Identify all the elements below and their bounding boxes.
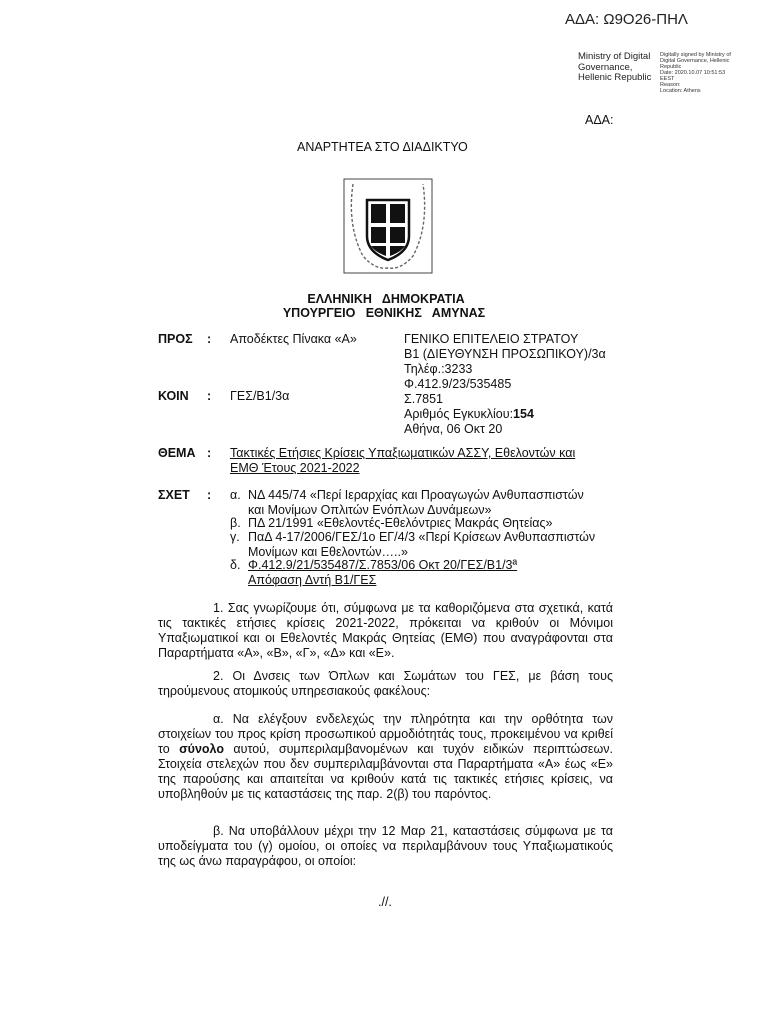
subject-text [230, 446, 630, 476]
signer-name [578, 52, 658, 84]
subject-line: Τακτικές Ετήσιες Κρίσεις Υπαξιωματικών ΑΣΣΥ, Εθελοντών και [230, 446, 576, 460]
reference-letter: α. [230, 488, 241, 502]
pros-value: Αποδέκτες Πίνακα «Α» [230, 332, 357, 346]
org-line-1: ΕΛΛΗΝΙΚΗ ΔΗΜΟΚΡΑΤΙΑ [307, 292, 465, 306]
reference-line: και Μονίμων Οπλιτών Ενόπλων Δυνάμεων» [248, 503, 492, 517]
sender-line: Β1 (ΔΙΕΥΘΥΝΣΗ ΠΡΟΣΩΠΙΚΟΥ)/3α [404, 347, 606, 361]
subject-line: ΕΜΘ Έτους 2021-2022 [230, 461, 360, 475]
koin-value: ΓΕΣ/Β1/3α [230, 389, 290, 403]
post-online-notice: ΑΝΑΡΤΗΤΕΑ ΣΤΟ ΔΙΑΔΙΚΤΥΟ [297, 140, 468, 154]
reference-letter: δ. [230, 558, 241, 572]
reference-line: ΝΔ 445/74 «Περί Ιεραρχίας και Προαγωγών Ανθυπασπιστών [248, 488, 584, 502]
page-continuation-mark: .//. [378, 895, 392, 909]
sig-line: Reason: [660, 82, 681, 88]
sender-block [404, 332, 634, 437]
paragraph-2a-text: α. Να ελέγξουν ενδελεχώς την πληρότητα και την ορθότητα των στοιχείων του προς κρίση προσωπικού αρμοδιότητάς τους, προκειμένου να κριθεί το [158, 712, 613, 756]
reference-line: ΠαΔ 4-17/2006/ΓΕΣ/1ο ΕΓ/4/3 «Περί Κρίσεων Ανθυπασπιστών [248, 530, 596, 544]
reference-line: Απόφαση Δντή Β1/ΓΕΣ [248, 573, 377, 587]
pros-label: ΠΡΟΣ [158, 332, 193, 346]
document-date: Αθήνα, 06 Οκτ 20 [404, 422, 503, 436]
paragraph-2a [158, 712, 613, 802]
ada-top: ΑΔΑ: Ω9Ο26-ΠΗΛ [565, 11, 688, 28]
greek-coat-of-arms-emblem [343, 178, 433, 274]
references-label: ΣΧΕΤ [158, 488, 190, 502]
subject-label: ΘΕΜΑ [158, 446, 196, 460]
sender-line: Σ.7851 [404, 392, 444, 406]
signer-line: Ministry of Digital [578, 51, 651, 62]
koin-label: ΚΟΙΝ [158, 389, 189, 403]
sender-line: ΓΕΝΙΚΟ ΕΠΙΤΕΛΕΙΟ ΣΤΡΑΤΟΥ [404, 332, 579, 346]
reference-letter: β. [230, 516, 241, 530]
sig-line: EEST [660, 76, 675, 82]
reference-line: ΠΔ 21/1991 «Εθελοντές-Εθελόντριες Μακράς Θητείας» [248, 516, 553, 530]
signer-line: Governance, [578, 61, 633, 73]
subject-colon: : [207, 446, 212, 460]
sig-line: Republic [660, 64, 682, 70]
circular-number: 154 [513, 407, 534, 421]
digital-signature-details [660, 52, 766, 94]
sig-line: Date: 2020.10.07 10:51:53 [660, 70, 726, 76]
paragraph-2: 2. Οι Δνσεις των Όπλων και Σωμάτων του ΓΕΣ, με βάση τους τηρούμενους ατομικούς υπηρεσιακούς φακέλους: [158, 669, 613, 698]
paragraph-1: 1. Σας γνωρίζουμε ότι, σύμφωνα με τα καθοριζόμενα στα σχετικά, κατά τις τακτικές ετήσιες κρίσεις 2021-2022, πρόκειται να κριθούν οι Μόνιμοι Υπαξιωματικοί και οι Εθελοντές Μακράς Θητείας (ΕΜΘ) που αναγράφονται στα Παραρτήματα «Α», «Β», «Γ», «Δ» και «Ε». [158, 601, 613, 660]
reference-line: Μονίμων και Εθελοντών…..» [248, 545, 408, 559]
sig-line: Digitally signed by Ministry of [660, 52, 731, 58]
circular-number-line [404, 407, 634, 422]
reference-line: Φ.412.9/21/535487/Σ.7853/06 Οκτ 20/ΓΕΣ/Β1/3ª [248, 558, 518, 572]
sender-line: Τηλέφ.:3233 [404, 362, 473, 376]
circular-label: Αριθμός Εγκυκλίου: [404, 407, 514, 421]
reference-item [230, 530, 630, 560]
paragraph-2a-emphasis: σύνολο [179, 742, 224, 756]
koin-colon: : [207, 389, 212, 403]
reference-item [230, 488, 630, 518]
references-colon: : [207, 488, 212, 502]
reference-letter: γ. [230, 530, 240, 544]
reference-item [230, 558, 630, 588]
sender-line: Φ.412.9/23/535485 [404, 377, 512, 391]
ada-label: ΑΔΑ: [585, 113, 614, 127]
sig-line: Digital Governance, Hellenic [660, 58, 730, 64]
reference-item [230, 516, 630, 531]
signer-line: Hellenic Republic [578, 72, 652, 83]
sig-line: Location: Athens [660, 88, 701, 94]
pros-colon: : [207, 332, 212, 346]
paragraph-2a-text: αυτού, συμπεριλαμβανομένων και τυχόν ειδικών περιπτώσεων. Στοιχεία στελεχών που δεν συμπεριλαμβάνονται στα Παραρτήματα «Α» έως «Ε» της παρούσης και απαιτείται να κριθούν κατά τις τακτικές ετήσιες κρίσεις, να υποβληθούν με τις καταστάσεις της παρ. 2(β) του παρόντος. [158, 742, 613, 801]
org-line-2: ΥΠΟΥΡΓΕΙΟ ΕΘΝΙΚΗΣ ΑΜΥΝΑΣ [282, 306, 486, 320]
paragraph-2b: β. Να υποβάλλουν μέχρι την 12 Μαρ 21, καταστάσεις σύμφωνα με τα υποδείγματα του (γ) ομοίου, οι οποίες να περιλαμβάνουν τους Υπαξιωματικούς της ως άνω παραγράφου, οι οποίοι: [158, 824, 613, 868]
